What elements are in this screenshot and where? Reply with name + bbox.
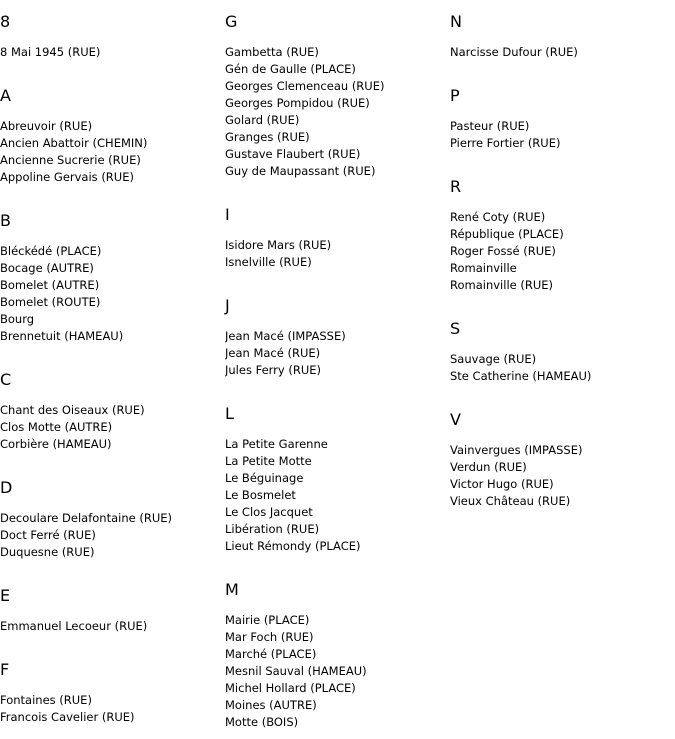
street-entry: Jules Ferry (RUE) <box>225 363 322 377</box>
street-entry: Isnelville (RUE) <box>225 255 312 269</box>
street-entry: Lieut Rémondy (PLACE) <box>225 539 361 553</box>
street-entry: Bomelet (AUTRE) <box>0 278 100 292</box>
street-entry: Libération (RUE) <box>225 522 320 536</box>
street-entry: Gambetta (RUE) <box>225 45 319 59</box>
street-list <box>450 442 675 510</box>
street-entry: Pierre Fortier (RUE) <box>450 136 561 150</box>
street-entry: Decoulare Delafontaine (RUE) <box>0 511 172 525</box>
section-heading: P <box>450 86 460 105</box>
street-entry: Le Béguinage <box>225 471 304 485</box>
street-entry: René Coty (RUE) <box>450 210 546 224</box>
street-list <box>225 612 450 731</box>
street-entry: La Petite Motte <box>225 454 312 468</box>
letter-section-8 <box>0 12 225 59</box>
street-entry: Francois Cavelier (RUE) <box>0 710 135 724</box>
section-heading: E <box>0 586 11 605</box>
section-heading: I <box>225 205 230 224</box>
street-entry: Le Bosmelet <box>225 488 296 502</box>
street-entry: Pasteur (RUE) <box>450 119 530 133</box>
letter-section-v <box>450 410 675 508</box>
street-entry: Moines (AUTRE) <box>225 698 317 712</box>
street-entry: Sauvage (RUE) <box>450 352 537 366</box>
street-entry: Roger Fossé (RUE) <box>450 244 556 258</box>
street-entry: Georges Pompidou (RUE) <box>225 96 370 110</box>
street-entry: Chant des Oiseaux (RUE) <box>0 403 145 417</box>
section-heading: F <box>0 660 10 679</box>
street-entry: Narcisse Dufour (RUE) <box>450 45 578 59</box>
street-entry: Jean Macé (IMPASSE) <box>225 329 346 343</box>
street-list <box>0 243 225 345</box>
street-entry: Abreuvoir (RUE) <box>0 119 93 133</box>
letter-section-f <box>0 660 225 724</box>
street-entry: Clos Motte (AUTRE) <box>0 420 113 434</box>
street-entry: Ancienne Sucrerie (RUE) <box>0 153 141 167</box>
street-entry: Mesnil Sauval (HAMEAU) <box>225 664 367 678</box>
street-list <box>0 510 225 561</box>
section-heading: C <box>0 370 12 389</box>
letter-section-i <box>225 205 450 269</box>
letter-section-b <box>0 211 225 343</box>
street-list <box>450 118 675 152</box>
street-entry: Georges Clemenceau (RUE) <box>225 79 385 93</box>
section-heading: G <box>225 12 238 31</box>
street-entry: Vieux Château (RUE) <box>450 494 571 508</box>
street-entry: Motte (BOIS) <box>225 715 299 729</box>
street-entry: Jean Macé (RUE) <box>225 346 321 360</box>
letter-section-d <box>0 478 225 559</box>
street-entry: Bomelet (ROUTE) <box>0 295 101 309</box>
section-heading: R <box>450 177 462 196</box>
street-entry: Mairie (PLACE) <box>225 613 310 627</box>
street-list <box>225 436 450 555</box>
section-heading: N <box>450 12 462 31</box>
section-heading: 8 <box>0 12 11 31</box>
street-list <box>0 118 225 186</box>
street-entry: Fontaines (RUE) <box>0 693 92 707</box>
street-entry: Verdun (RUE) <box>450 460 527 474</box>
street-list <box>0 44 225 61</box>
street-list <box>225 328 450 379</box>
section-heading: J <box>225 296 230 315</box>
street-entry: Romainville (RUE) <box>450 278 554 292</box>
letter-section-r <box>450 177 675 292</box>
street-entry: Gén de Gaulle (PLACE) <box>225 62 356 76</box>
letter-section-p <box>450 86 675 150</box>
street-entry: Vainvergues (IMPASSE) <box>450 443 583 457</box>
street-entry: République (PLACE) <box>450 227 564 241</box>
street-entry: Brennetuit (HAMEAU) <box>0 329 124 343</box>
letter-section-s <box>450 319 675 383</box>
street-entry: Mar Foch (RUE) <box>225 630 314 644</box>
street-entry: Corbière (HAMEAU) <box>0 437 112 451</box>
section-heading: V <box>450 410 461 429</box>
section-heading: L <box>225 404 234 423</box>
section-heading: D <box>0 478 13 497</box>
street-entry: Granges (RUE) <box>225 130 310 144</box>
street-entry: Le Clos Jacquet <box>225 505 313 519</box>
street-list <box>225 44 450 180</box>
street-entry: Michel Hollard (PLACE) <box>225 681 356 695</box>
street-list <box>0 402 225 453</box>
letter-section-j <box>225 296 450 377</box>
street-entry: Golard (RUE) <box>225 113 300 127</box>
section-heading: B <box>0 211 11 230</box>
section-heading: A <box>0 86 11 105</box>
street-list <box>450 44 675 61</box>
street-entry: Isidore Mars (RUE) <box>225 238 332 252</box>
street-list <box>0 618 225 635</box>
street-entry: Bourg <box>0 312 35 326</box>
street-entry: Guy de Maupassant (RUE) <box>225 164 376 178</box>
street-entry: La Petite Garenne <box>225 437 328 451</box>
street-entry: Emmanuel Lecoeur (RUE) <box>0 619 148 633</box>
street-list <box>450 351 675 385</box>
street-entry: Victor Hugo (RUE) <box>450 477 554 491</box>
street-list <box>450 209 675 294</box>
section-heading: M <box>225 580 239 599</box>
letter-section-m <box>225 580 450 729</box>
street-entry: Doct Ferré (RUE) <box>0 528 96 542</box>
street-entry: Bocage (AUTRE) <box>0 261 94 275</box>
letter-section-n <box>450 12 675 59</box>
letter-section-c <box>0 370 225 451</box>
letter-section-g <box>225 12 450 178</box>
street-entry: 8 Mai 1945 (RUE) <box>0 45 101 59</box>
letter-section-a <box>0 86 225 184</box>
street-list <box>225 237 450 271</box>
letter-section-e <box>0 586 225 633</box>
street-entry: Ste Catherine (HAMEAU) <box>450 369 592 383</box>
street-entry: Appoline Gervais (RUE) <box>0 170 134 184</box>
section-heading: S <box>450 319 461 338</box>
street-entry: Marché (PLACE) <box>225 647 317 661</box>
street-list <box>0 692 225 726</box>
letter-section-l <box>225 404 450 553</box>
street-entry: Bléckédé (PLACE) <box>0 244 102 258</box>
street-entry: Ancien Abattoir (CHEMIN) <box>0 136 148 150</box>
street-entry: Duquesne (RUE) <box>0 545 95 559</box>
street-entry: Gustave Flaubert (RUE) <box>225 147 361 161</box>
street-entry: Romainville <box>450 261 517 275</box>
